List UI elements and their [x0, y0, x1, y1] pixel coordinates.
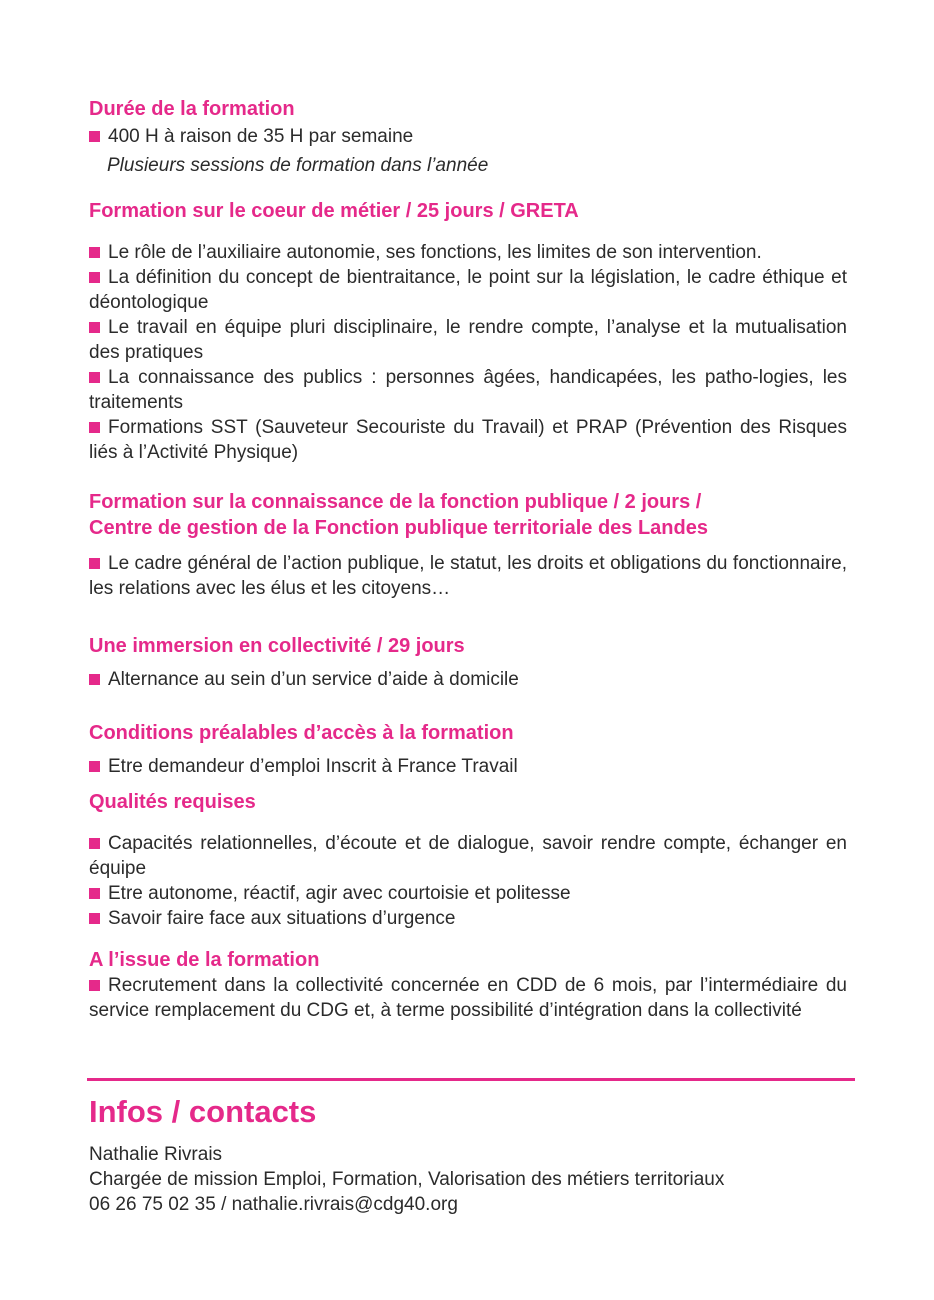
bullet-square-icon	[89, 247, 100, 258]
list-item: Etre autonome, réactif, agir avec courtoisie et politesse	[89, 881, 847, 906]
contact-phone-email: 06 26 75 02 35 / nathalie.rivrais@cdg40.org	[89, 1194, 458, 1215]
section-title-duree: Durée de la formation	[89, 98, 295, 120]
section-title-coeur-metier: Formation sur le coeur de métier / 25 jours / GRETA	[89, 200, 579, 222]
formation-details	[89, 96, 847, 1023]
contacts-title: Infos / contacts	[89, 1094, 317, 1129]
list-item: Le cadre général de l’action publique, le statut, les droits et obligations du fonctionnaire, les relations avec les élus et les citoyens…	[89, 553, 847, 599]
section-title-issue: A l’issue de la formation	[89, 949, 320, 971]
bullet-square-icon	[89, 372, 100, 383]
section-title-qualites: Qualités requises	[89, 791, 256, 813]
list-item: Formations SST (Sauveteur Secouriste du Travail) et PRAP (Prévention des Risques liés à l’Activité Physique)	[89, 417, 847, 463]
section-title-conditions: Conditions préalables d’accès à la formation	[89, 722, 514, 744]
contact-role: Chargée de mission Emploi, Formation, Valorisation des métiers territoriaux	[89, 1169, 725, 1190]
bullet-square-icon	[89, 131, 100, 142]
bullet-square-icon	[89, 558, 100, 569]
bullet-square-icon	[89, 838, 100, 849]
list-item: Capacités relationnelles, d’écoute et de dialogue, savoir rendre compte, échanger en équipe	[89, 833, 847, 879]
list-item: La connaissance des publics : personnes âgées, handicapées, les patho-logies, les traitements	[89, 367, 847, 413]
contacts-block	[89, 1092, 849, 1217]
sessions-note: Plusieurs sessions de formation dans l’année	[107, 155, 489, 176]
bullet-square-icon	[89, 980, 100, 991]
bullet-square-icon	[89, 888, 100, 899]
list-item: Le rôle de l’auxiliaire autonomie, ses fonctions, les limites de son intervention.	[89, 240, 847, 265]
section-divider	[87, 1078, 855, 1081]
bullet-square-icon	[89, 322, 100, 333]
bullet-square-icon	[89, 674, 100, 685]
section-title-fonction-publique: Formation sur la connaissance de la fonction publique / 2 jours / Centre de gestion de la Fonction publique territoriale des Landes	[89, 491, 708, 539]
contact-name: Nathalie Rivrais	[89, 1144, 223, 1165]
list-item: Alternance au sein d’un service d’aide à domicile	[89, 667, 847, 692]
bullet-square-icon	[89, 913, 100, 924]
list-item: 400 H à raison de 35 H par semaine	[89, 124, 847, 149]
list-item: Le travail en équipe pluri disciplinaire, le rendre compte, l’analyse et la mutualisation des pratiques	[89, 317, 847, 363]
list-item: La définition du concept de bientraitance, le point sur la législation, le cadre éthique et déontologique	[89, 267, 847, 313]
bullet-square-icon	[89, 272, 100, 283]
section-title-immersion: Une immersion en collectivité / 29 jours	[89, 635, 465, 657]
bullet-square-icon	[89, 422, 100, 433]
list-item: Etre demandeur d’emploi Inscrit à France Travail	[89, 754, 847, 779]
list-item: Savoir faire face aux situations d’urgence	[89, 906, 847, 931]
list-item: Recrutement dans la collectivité concernée en CDD de 6 mois, par l’intermédiaire du service remplacement du CDG et, à terme possibilité d’intégration dans la collectivité	[89, 975, 847, 1021]
bullet-square-icon	[89, 761, 100, 772]
